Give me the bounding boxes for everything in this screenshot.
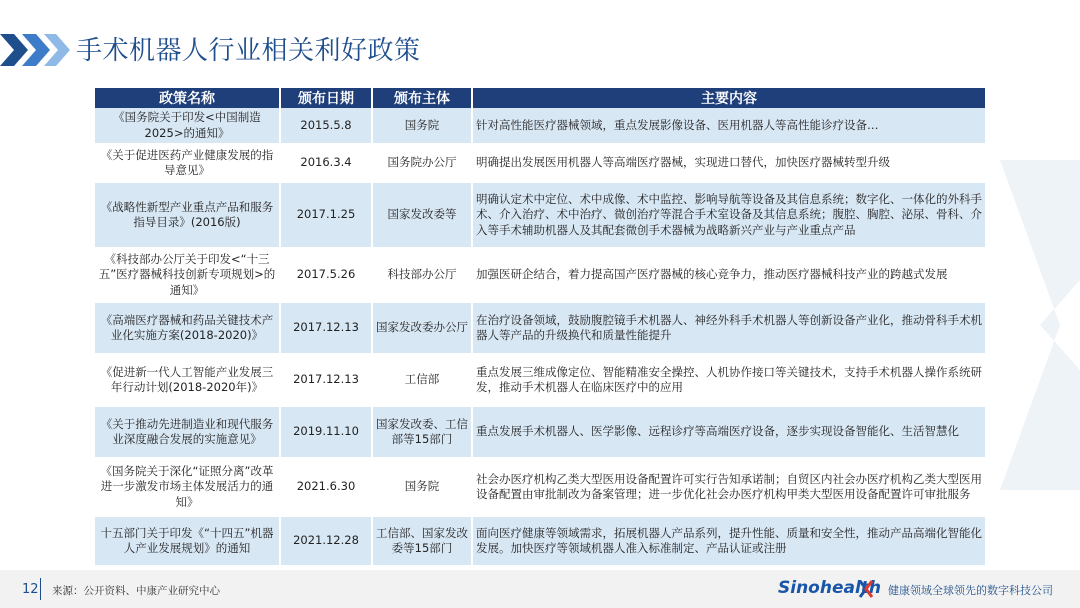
policy-name: 《战略性新型产业重点产品和服务指导目录》(2016版) xyxy=(95,182,280,248)
policy-name: 《促进新一代人工智能产业发展三年行动计划(2018-2020年)》 xyxy=(95,354,280,406)
policy-name: 《关于推动先进制造业和现代服务业深度融合发展的实施意见》 xyxy=(95,406,280,458)
policy-name: 《关于促进医药产业健康发展的指导意见》 xyxy=(95,144,280,182)
policy-name: 十五部门关于印发《“十四五”机器人产业发展规划》的通知 xyxy=(95,516,280,566)
policy-name: 《国务院关于印发<中国制造2025>的通知》 xyxy=(95,108,280,144)
issue-date: 2017.12.13 xyxy=(280,354,372,406)
page-number: 12 xyxy=(22,582,39,597)
issuer: 国务院办公厅 xyxy=(372,144,472,182)
issue-date: 2017.12.13 xyxy=(280,302,372,354)
main-content: 面向医疗健康等领域需求，拓展机器人产品系列，提升性能、质量和安全性，推动产品高端化智能化发展。加快医疗等领域机器人准入标准制定、产品认证或注册 xyxy=(472,516,985,566)
main-content: 明确认定术中定位、术中成像、术中监控、影响导航等设备及其信息系统；数字化、一体化的外科手术、介入治疗、术中治疗、微创治疗等混合手术室设备及其信息系统；腹腔、胸腔、泌尿、骨科、介入等手术辅助机器人及其配套微创手术器械为战略新兴产业与产业重点产品 xyxy=(472,182,985,248)
main-content: 针对高性能医疗器械领域，重点发展影像设备、医用机器人等高性能诊疗设备… xyxy=(472,108,985,144)
main-content: 重点发展三维成像定位、智能精准安全操控、人机协作接口等关键技术，支持手术机器人操作系统研发，推动手术机器人在临床医疗中的应用 xyxy=(472,354,985,406)
header-issuer: 颁布主体 xyxy=(372,88,472,108)
page-divider xyxy=(40,578,41,600)
main-content: 明确提出发展医用机器人等高端医疗器械，实现进口替代，加快医疗器械转型升级 xyxy=(472,144,985,182)
page-title: 手术机器人行业相关利好政策 xyxy=(76,36,421,66)
issuer: 国务院 xyxy=(372,458,472,516)
issue-date: 2019.11.10 xyxy=(280,406,372,458)
footer-bar xyxy=(0,570,1080,608)
issue-date: 2015.5.8 xyxy=(280,108,372,144)
issue-date: 2017.5.26 xyxy=(280,248,372,302)
policy-table xyxy=(95,88,985,567)
company-logo: Sinohealth xyxy=(778,578,882,598)
table-header-row xyxy=(95,88,985,108)
issuer: 国务院 xyxy=(372,108,472,144)
title-chevron-icon xyxy=(0,30,80,70)
issuer: 国家发改委办公厅 xyxy=(372,302,472,354)
table-row xyxy=(95,458,985,516)
table-row xyxy=(95,516,985,566)
issuer: 工信部 xyxy=(372,354,472,406)
issue-date: 2021.12.28 xyxy=(280,516,372,566)
issue-date: 2016.3.4 xyxy=(280,144,372,182)
main-content: 社会办医疗机构乙类大型医用设备配置许可实行告知承诺制；自贸区内社会办医疗机构乙类大型医用设备配置由审批制改为备案管理；进一步优化社会办医疗机构甲类大型医用设备配置许可审批服务 xyxy=(472,458,985,516)
table-row xyxy=(95,248,985,302)
main-content: 重点发展手术机器人、医学影像、远程诊疗等高端医疗设备，逐步实现设备智能化、生活智慧化 xyxy=(472,406,985,458)
header-policy-name: 政策名称 xyxy=(95,88,280,108)
table-row xyxy=(95,406,985,458)
issue-date: 2017.1.25 xyxy=(280,182,372,248)
table-row xyxy=(95,144,985,182)
main-content: 加强医研企结合，着力提高国产医疗器械的核心竞争力，推动医疗器械科技产业的跨越式发展 xyxy=(472,248,985,302)
source-note: 来源：公开资料、中康产业研究中心 xyxy=(52,585,220,597)
table-row xyxy=(95,302,985,354)
header-main-content: 主要内容 xyxy=(472,88,985,108)
table-row xyxy=(95,354,985,406)
issuer: 工信部、国家发改委等15部门 xyxy=(372,516,472,566)
logo-mark-icon xyxy=(858,579,874,599)
table-row xyxy=(95,108,985,144)
issuer: 国家发改委等 xyxy=(372,182,472,248)
background-decoration-icon xyxy=(970,160,1080,490)
issuer: 国家发改委、工信部等15部门 xyxy=(372,406,472,458)
table-row xyxy=(95,182,985,248)
header-issue-date: 颁布日期 xyxy=(280,88,372,108)
issuer: 科技部办公厅 xyxy=(372,248,472,302)
policy-name: 《国务院关于深化“证照分离”改革进一步激发市场主体发展活力的通知》 xyxy=(95,458,280,516)
policy-name: 《高端医疗器械和药品关键技术产业化实施方案(2018-2020)》 xyxy=(95,302,280,354)
main-content: 在治疗设备领域，鼓励腹腔镜手术机器人、神经外科手术机器人等创新设备产业化，推动骨科手术机器人等产品的升级换代和质量性能提升 xyxy=(472,302,985,354)
issue-date: 2021.6.30 xyxy=(280,458,372,516)
company-slogan: 健康领域全球领先的数字科技公司 xyxy=(888,584,1053,597)
policy-name: 《科技部办公厅关于印发<“十三五”医疗器械科技创新专项规划>的通知》 xyxy=(95,248,280,302)
